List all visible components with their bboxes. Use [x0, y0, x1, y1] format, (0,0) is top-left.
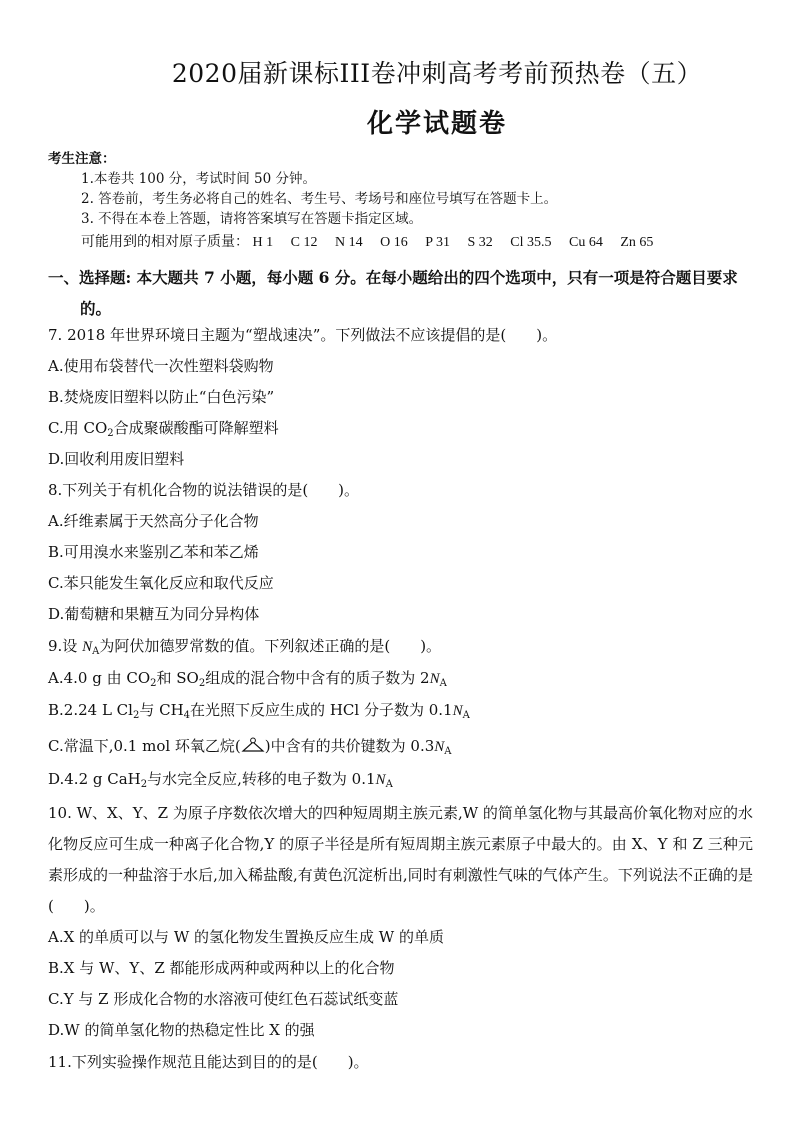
atomic-mass: Zn 65 [620, 235, 654, 250]
question-stem: 7. 2018 年世界环境日主题为“塑战速决”。下列做法不应该提倡的是( )。 [48, 326, 558, 344]
candidate-notice [48, 149, 748, 229]
option-a: A.纤维素属于天然高分子化合物 [48, 512, 259, 530]
atomic-mass: H 1 [252, 235, 274, 250]
question-stem: 11.下列实验操作规范且能达到目的的是( )。 [48, 1053, 369, 1071]
section-line: 一、选择题: 本大题共 7 小题，每小题 6 分。在每小题给出的四个选项中，只有一项是符合题目要求 [48, 268, 738, 287]
option-c: C.苯只能发生氧化反应和取代反应 [48, 574, 274, 592]
option-c: C.Y 与 Z 形成化合物的水溶液可使红色石蕊试纸变蓝 [48, 990, 399, 1008]
epoxide-ring-icon [241, 733, 265, 764]
question-8 [48, 475, 753, 630]
option-text: 合成聚碳酸酯可降解塑料 [113, 419, 279, 437]
question-stem: 9.设 $N_A$为阿伏加德罗常数的值。下列叙述正确的是( )。 [48, 637, 442, 657]
option-b: B.可用溴水来鉴别乙苯和苯乙烯 [48, 543, 259, 561]
atomic-masses-label: 可能用到的相对原子质量： [81, 235, 249, 250]
option-c: C.常温下,0.1 mol 环氧乙烷( )中含有的共价键数为 $0.3N_A$ [48, 731, 753, 764]
option-c [48, 413, 753, 444]
option-text: C.用 CO [48, 419, 108, 437]
atomic-mass: Cl 35.5 [510, 235, 552, 250]
question-11 [48, 1047, 753, 1078]
notice-item: 3. 不得在本卷上答题，请将答案填写在答题卡指定区域。 [81, 211, 423, 227]
option-b: B.2.24 L $Cl_2$与 $CH_4$在光照下反应生成的 HCl 分子数为 $0.1N_A$ [48, 701, 470, 721]
option-b: B.X 与 W、Y、Z 都能形成两种或两种以上的化合物 [48, 959, 395, 977]
question-9 [48, 631, 753, 796]
exam-title: 2020届新课标III卷冲刺高考考前预热卷（五） [171, 59, 703, 88]
atomic-masses [81, 231, 667, 251]
question-10 [48, 798, 753, 1046]
notice-item: 1.本卷共 100 分，考试时间 50 分钟。 [81, 171, 316, 187]
option-d: D.4.2 g CaH$_2$与水完全反应,转移的电子数为 $0.1N_A$ [48, 770, 393, 790]
section-heading [48, 262, 753, 324]
question-stem: 8.下列关于有机化合物的说法错误的是( )。 [48, 481, 360, 499]
option-a: A.4.0 g 由 $CO_2$和 $SO_2$组成的混合物中含有的质子数为 $2N_A$ [48, 669, 447, 689]
option-a: A.X 的单质可以与 W 的氢化物发生置换反应生成 W 的单质 [48, 928, 444, 946]
question-7 [48, 320, 753, 475]
exam-subtitle: 化学试题卷 [366, 109, 507, 139]
atomic-mass: N 14 [334, 235, 363, 250]
subscript: 2 [107, 428, 114, 439]
atomic-mass: C 12 [290, 235, 318, 250]
section-line: 的。 [80, 299, 112, 318]
option-a: A.使用布袋替代一次性塑料袋购物 [48, 357, 274, 375]
atomic-mass: Cu 64 [569, 235, 603, 250]
option-d: D.回收利用废旧塑料 [48, 450, 185, 468]
atomic-mass: O 16 [380, 235, 408, 250]
notice-item: 2. 答卷前，考生务必将自己的姓名、考生号、考场号和座位号填写在答题卡上。 [81, 191, 558, 207]
option-d: D.葡萄糖和果糖互为同分异构体 [48, 605, 260, 623]
question-stem: 10. W、X、Y、Z 为原子序数依次增大的四种短周期主族元素,W 的简单氢化物与其最高价氧化物对应的水化物反应可生成一种离子化合物,Y 的原子半径是所有短周期主族元素原子中最大的。由 X、Y 和 Z 三种元素形成的一种盐溶于水后,加入稀盐酸,有黄色沉淀析出,同时有刺激性气味的气体产生。下列说法不正确的是( )。 [48, 804, 753, 915]
notice-heading: 考生注意： [48, 151, 116, 167]
atomic-mass: S 32 [467, 235, 493, 250]
option-b: B.焚烧废旧塑料以防止“白色污染” [48, 388, 275, 406]
atomic-mass: P 31 [425, 235, 450, 250]
option-d: D.W 的简单氢化物的热稳定性比 X 的强 [48, 1021, 315, 1039]
